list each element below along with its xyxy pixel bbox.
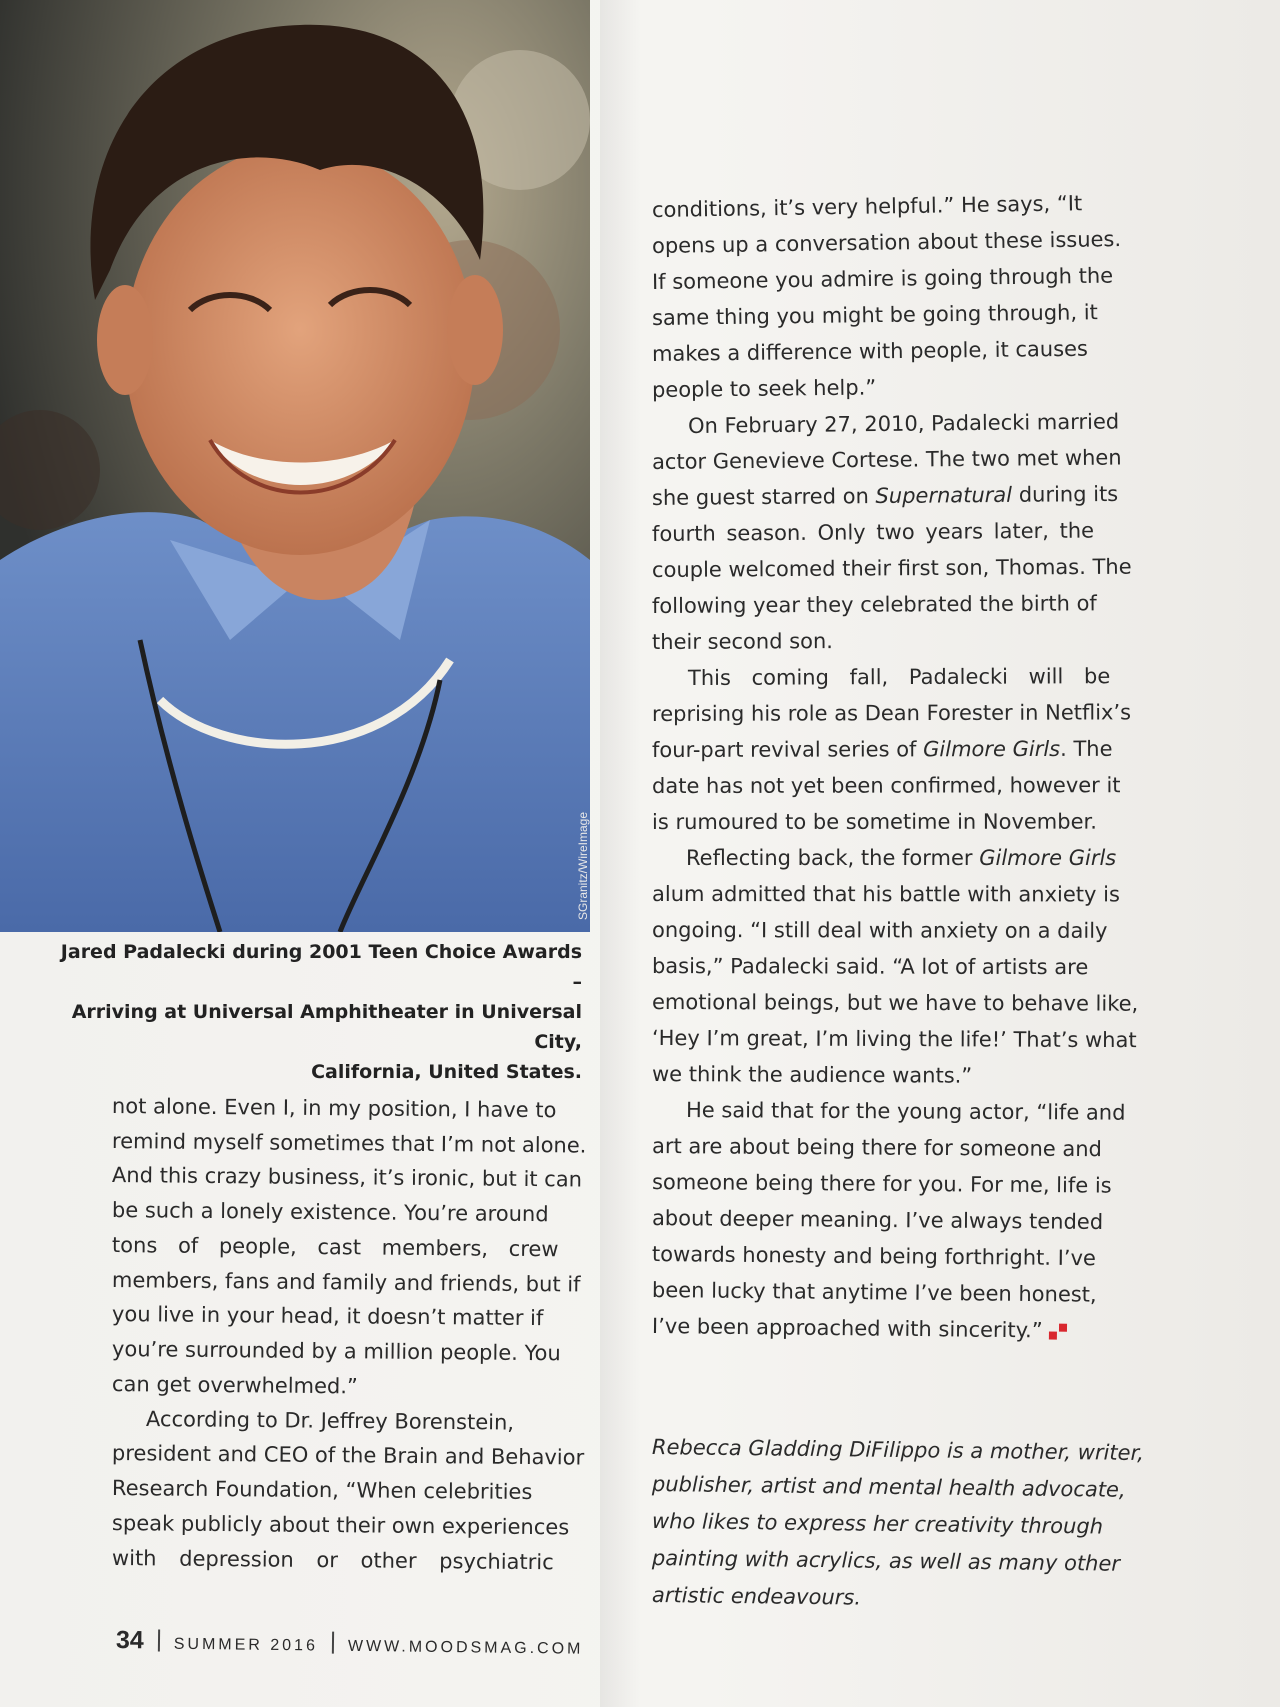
right-line-18: is rumoured to be sometime in November. [651, 809, 1097, 834]
issue-label: SUMMER 2016 [173, 1635, 319, 1655]
right-line-25: we think the audience wants.” [651, 1062, 973, 1088]
left-line-4: be such a lonely existence. You’re around [111, 1198, 549, 1227]
left-line-6: members, fans and family and friends, but if [111, 1268, 581, 1297]
page-gutter-shadow [600, 0, 640, 1707]
caption-line: Jared Padalecki during 2001 Teen Choice Awards – [60, 941, 582, 993]
website-link[interactable]: WWW.MOODSMAG.COM [347, 1637, 584, 1658]
right-line-6: people to seek help.” [651, 375, 877, 402]
right-line-16 [652, 737, 1113, 762]
text-run: . The [1060, 736, 1113, 761]
right-line-19 [686, 846, 1116, 870]
portrait-photo [0, 0, 590, 932]
right-line-28: someone being there for you. For me, life is [651, 1170, 1112, 1198]
right-line-3: If someone you admire is going through the [651, 263, 1114, 294]
left-line-10: According to Dr. Jeffrey Borenstein, [145, 1407, 515, 1435]
end-of-article-mark [1049, 1324, 1069, 1340]
left-line-14: with depression or other psychiatric [111, 1546, 554, 1575]
show-title: Supernatural [875, 482, 1013, 509]
footer-separator [332, 1632, 334, 1654]
text-run: during its [1011, 481, 1119, 507]
left-line-13: speak publicly about their own experiences [111, 1511, 570, 1540]
bio-line-4: painting with acrylics, as well as many other [651, 1546, 1121, 1576]
photo-credit: SGranitz/WireImage [576, 811, 590, 920]
footer-separator [158, 1630, 160, 1652]
bio-line-2: publisher, artist and mental health advocate, [651, 1472, 1126, 1502]
left-line-7: you live in your head, it doesn’t matter if [111, 1302, 544, 1331]
right-line-8: actor Genevieve Cortese. The two met when [651, 445, 1122, 474]
page-number: 34 [115, 1626, 144, 1655]
right-line-21: ongoing. “I still deal with anxiety on a daily [651, 918, 1108, 943]
left-line-12: Research Foundation, “When celebrities [111, 1476, 533, 1505]
portrait-illustration [0, 0, 590, 932]
right-line-4: same thing you might be going through, it [651, 300, 1098, 330]
right-line-29: about deeper meaning. I’ve always tended [651, 1206, 1104, 1234]
right-line-9 [652, 482, 1118, 510]
right-line-24: ‘Hey I’m great, I’m living the life!’ That’s what [651, 1026, 1137, 1053]
left-line-8: you’re surrounded by a million people. You [111, 1337, 561, 1366]
right-line-30: towards honesty and being forthright. I’ve [651, 1242, 1097, 1271]
show-title: Gilmore Girls [979, 846, 1117, 870]
right-line-23: emotional beings, but we have to behave like, [651, 990, 1139, 1016]
text-run: she guest starred on [651, 484, 876, 510]
left-line-9: can get overwhelmed.” [111, 1372, 358, 1399]
left-line-1: not alone. Even I, in my position, I have to [111, 1094, 557, 1123]
right-line-5: makes a difference with people, it causes [651, 336, 1089, 366]
right-line-27: art are about being there for someone and [651, 1134, 1102, 1162]
text-run: four-part revival series of [651, 737, 924, 762]
right-line-7: On February 27, 2010, Padalecki married [687, 409, 1120, 438]
text-run: I’ve been approached with sincerity.” [651, 1314, 1043, 1343]
bio-line-5: artistic endeavours. [651, 1583, 862, 1610]
text-run: Reflecting back, the former [686, 846, 980, 870]
right-line-15: reprising his role as Dean Forester in Netflix’s [651, 700, 1132, 726]
right-line-2: opens up a conversation about these issues. [651, 227, 1122, 258]
right-line-11: couple welcomed their first son, Thomas. The [651, 554, 1132, 582]
right-line-12: following year they celebrated the birth of [651, 591, 1097, 618]
right-line-32 [652, 1314, 1069, 1343]
show-title: Gilmore Girls [923, 736, 1061, 762]
left-line-5: tons of people, cast members, crew [111, 1233, 559, 1262]
photo-caption [60, 937, 582, 1087]
right-line-10: fourth season. Only two years later, the [651, 518, 1095, 546]
right-line-22: basis,” Padalecki said. “A lot of artists are [651, 954, 1089, 980]
right-line-20: alum admitted that his battle with anxiety is [651, 882, 1120, 907]
right-line-1: conditions, it’s very helpful.” He says, “It [651, 191, 1083, 222]
left-line-2: remind myself sometimes that I’m not alone. [111, 1129, 587, 1158]
right-line-14: This coming fall, Padalecki will be [687, 664, 1111, 690]
bio-line-1: Rebecca Gladding DiFilippo is a mother, writer, [651, 1435, 1145, 1466]
bio-line-3: who likes to express her creativity through [651, 1509, 1104, 1539]
left-line-11: president and CEO of the Brain and Behavior [111, 1441, 585, 1470]
right-line-13: their second son. [651, 629, 834, 654]
right-line-17: date has not yet been confirmed, however it [651, 773, 1121, 798]
right-line-31: been lucky that anytime I’ve been honest, [651, 1278, 1097, 1307]
left-line-3: And this crazy business, it’s ironic, but it can [111, 1163, 583, 1192]
page-footer [116, 1626, 584, 1661]
caption-line: California, United States. [311, 1061, 582, 1083]
right-line-26: He said that for the young actor, “life and [685, 1098, 1126, 1125]
caption-line: Arriving at Universal Amphitheater in Universal City, [71, 1001, 582, 1053]
